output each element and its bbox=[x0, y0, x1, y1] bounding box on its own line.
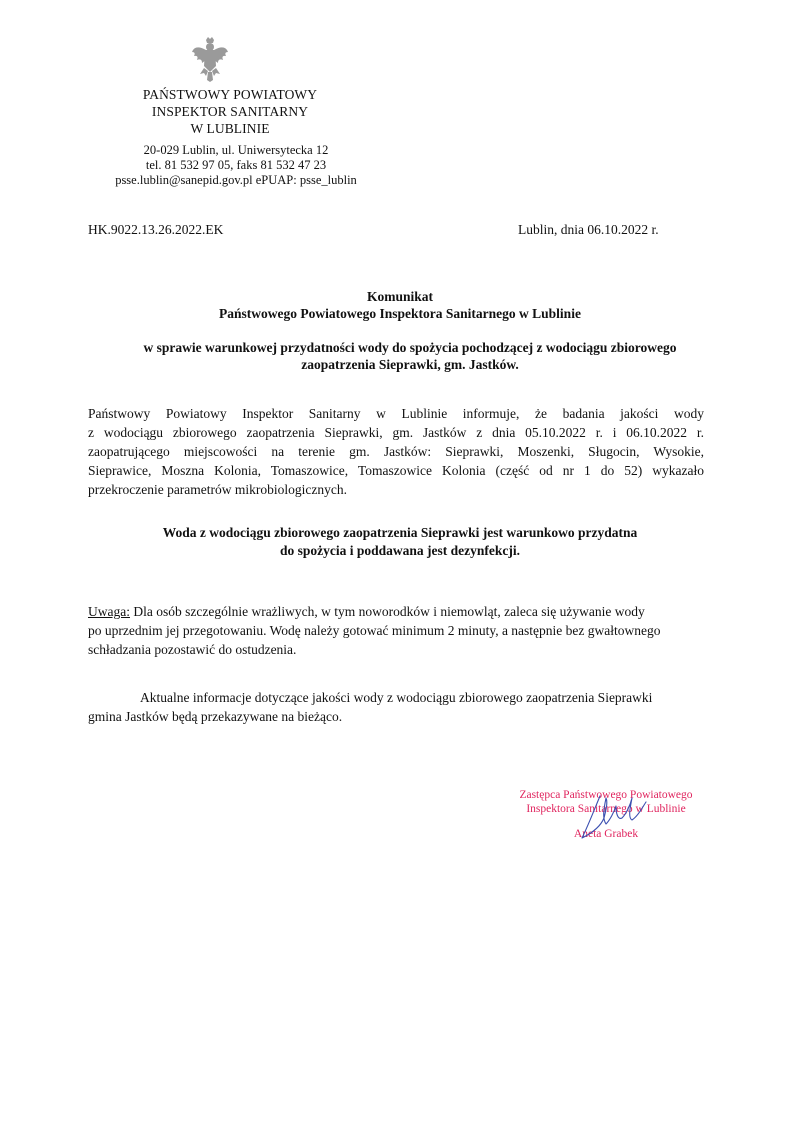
paragraph-line: zaopatrującego miejscowości na terenie gm. Jastków: Sieprawki, Moszenki, Sługocin, Wysokie, bbox=[88, 444, 704, 459]
note-label: Uwaga: bbox=[88, 604, 130, 619]
document-subject bbox=[100, 339, 720, 373]
closing-line: Aktualne informacje dotyczące jakości wody z wodociągu zbiorowego zaopatrzenia Sieprawki bbox=[140, 690, 653, 705]
body-paragraph-note bbox=[88, 602, 718, 659]
stamp-line: Inspektora Sanitarnego w Lublinie bbox=[526, 803, 686, 815]
org-line: PAŃSTWOWY POWIATOWY bbox=[142, 87, 318, 102]
title-line: Komunikat bbox=[366, 289, 434, 304]
reference-number: HK.9022.13.26.2022.EK bbox=[88, 222, 224, 237]
note-text: Dla osób szczególnie wrażliwych, w tym noworodków i niemowląt, zaleca się używanie wody bbox=[129, 604, 645, 619]
organization-name bbox=[100, 86, 360, 137]
body-paragraph-findings bbox=[88, 404, 704, 499]
notice-line: Woda z wodociągu zbiorowego zaopatrzenia Sieprawki jest warunkowo przydatna bbox=[162, 525, 638, 540]
subject-line: zaopatrzenia Sieprawki, gm. Jastków. bbox=[301, 357, 519, 372]
paragraph-line: przekroczenie parametrów mikrobiologicznych. bbox=[88, 482, 348, 497]
paragraph-line: z wodociągu zbiorowego zaopatrzenia Sieprawki, gm. Jastków z dnia 05.10.2022 r. i 06.10.2022 r. bbox=[88, 425, 704, 440]
document-title bbox=[100, 288, 700, 322]
address-line: psse.lublin@sanepid.gov.pl ePUAP: psse_lublin bbox=[115, 173, 357, 187]
paragraph-line: Państwowy Powiatowy Inspektor Sanitarny w Lublinie informuje, że badania jakości wody bbox=[88, 406, 704, 421]
polish-eagle-emblem-icon bbox=[190, 36, 230, 84]
note-line: po uprzednim jej przegotowaniu. Wodę należy gotować minimum 2 minuty, a następnie bez gwałtownego bbox=[88, 623, 661, 638]
org-line: INSPEKTOR SANITARNY bbox=[151, 104, 309, 119]
notice-line: do spożycia i poddawana jest dezynfekcji. bbox=[279, 543, 520, 558]
subject-line: w sprawie warunkowej przydatności wody do spożycia pochodzącej z wodociągu zbiorowego bbox=[143, 340, 677, 355]
org-line: W LUBLINIE bbox=[190, 121, 270, 136]
handwritten-signature-icon bbox=[560, 788, 660, 848]
stamp-signatory-name: Aneta Grabek bbox=[573, 828, 639, 840]
note-line-1 bbox=[88, 602, 718, 621]
conditional-suitability-notice bbox=[100, 524, 700, 560]
address-line: 20-029 Lublin, ul. Uniwersytecka 12 bbox=[143, 143, 329, 157]
body-paragraph-closing bbox=[88, 688, 718, 726]
note-line: schładzania pozostawić do ostudzenia. bbox=[88, 642, 297, 657]
closing-line: gmina Jastków będą przekazywane na bieżąco. bbox=[88, 709, 343, 724]
organization-address bbox=[86, 143, 386, 188]
paragraph-line: Sieprawice, Moszna Kolonia, Tomaszowice, Tomaszowice Kolonia (część od nr 1 do 52) wykazało bbox=[88, 463, 704, 478]
stamp-line: Zastępca Państwowego Powiatowego bbox=[519, 789, 693, 801]
title-line: Państwowego Powiatowego Inspektora Sanitarnego w Lublinie bbox=[219, 306, 581, 321]
place-date: Lublin, dnia 06.10.2022 r. bbox=[518, 222, 659, 237]
address-line: tel. 81 532 97 05, faks 81 532 47 23 bbox=[145, 158, 327, 172]
